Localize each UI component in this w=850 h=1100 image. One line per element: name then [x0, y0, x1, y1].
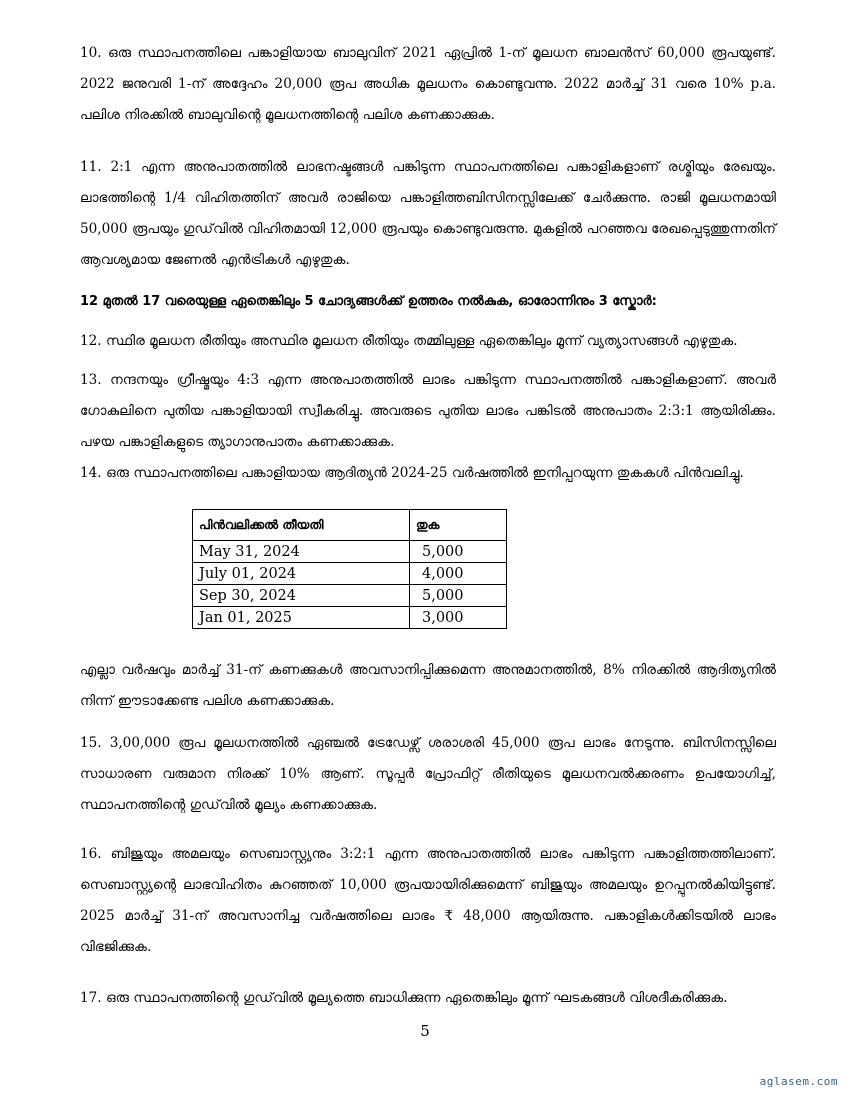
withdrawal-amount: 5,000 — [410, 541, 507, 563]
watermark: aglasem.com — [759, 1075, 838, 1088]
document-page — [80, 38, 776, 1014]
withdrawal-date: July 01, 2024 — [193, 563, 410, 585]
table-header-row — [193, 510, 507, 541]
withdrawals-table — [192, 509, 507, 629]
table-row — [193, 541, 507, 563]
table-row — [193, 563, 507, 585]
withdrawal-amount: 4,000 — [410, 563, 507, 585]
question-17: 17. ഒരു സ്ഥാപനത്തിന്റെ ഗുഡ്‌വിൽ മൂല്യത്തെ ബാധിക്കുന്ന ഏതെങ്കിലും മൂന്ന് ഘടകങ്ങൾ വിശദീകരിക്കുക. — [80, 990, 728, 1006]
question-14-note: എല്ലാ വർഷവും മാർച്ച് 31-ന് കണക്കുകൾ അവസാനിപ്പിക്കുമെന്ന അനുമാനത്തിൽ, 8% നിരക്കിൽ ആദിത്യനിൽ നിന്ന് ഈടാക്കേണ്ട പലിശ കണക്കാക്കുക. — [80, 662, 776, 709]
question-11: 11. 2:1 എന്ന അനുപാതത്തിൽ ലാഭനഷ്ടങ്ങൾ പങ്കിടുന്ന സ്ഥാപനത്തിലെ പങ്കാളികളാണ് രശ്മിയും രേഖയും. ലാഭത്തിന്റെ 1/4 വിഹിതത്തിന് അവർ രാജിയെ പങ്കാളിത്തബിസിനസ്സിലേക്ക് ചേർക്കുന്നു. രാജി മൂലധനമായി 50,000 രൂപയും ഗുഡ്‌വിൽ വിഹിതമായി 12,000 രൂപയും കൊണ്ടുവരുന്നു. മുകളിൽ പറഞ്ഞവ രേഖപ്പെടുത്തുന്നതിന് ആവശ്യമായ ജേണൽ എൻട്രികൾ എഴുതുക. — [80, 159, 776, 268]
withdrawal-date: Jan 01, 2025 — [193, 607, 410, 629]
question-12: 12. സ്ഥിര മൂലധന രീതിയും അസ്ഥിര മൂലധന രീതിയും തമ്മിലുള്ള ഏതെങ്കിലും മൂന്ന് വ്യത്യാസങ്ങൾ എഴുതുക. — [80, 333, 738, 349]
question-13: 13. നന്ദനയും ഗ്രീഷ്മയും 4:3 എന്ന അനുപാതത്തിൽ ലാഭം പങ്കിടുന്ന സ്ഥാപനത്തിൽ പങ്കാളികളാണ്. അവർ ഗോകുലിനെ പുതിയ പങ്കാളിയായി സ്വീകരിച്ചു. അവരുടെ പുതിയ ലാഭം പങ്കിടൽ അനുപാതം 2:3:1 ആയിരിക്കും. പഴയ പങ്കാളികളുടെ ത്യാഗാനുപാതം കണക്കാക്കുക. — [80, 372, 776, 450]
withdrawal-date: May 31, 2024 — [193, 541, 410, 563]
withdrawal-amount: 3,000 — [410, 607, 507, 629]
header-withdrawal-date: പിൻവലിക്കൽ തീയതി — [193, 510, 410, 541]
table-row — [193, 607, 507, 629]
header-amount: തുക — [410, 510, 507, 541]
question-10: 10. ഒരു സ്ഥാപനത്തിലെ പങ്കാളിയായ ബാലുവിന് 2021 ഏപ്രിൽ 1-ന് മൂലധന ബാലൻസ് 60,000 രൂപയുണ്ട്. 2022 ജനുവരി 1-ന് അദ്ദേഹം 20,000 രൂപ അധിക മൂലധനം കൊണ്ടുവന്നു. 2022 മാർച്ച് 31 വരെ 10% p.a. പലിശ നിരക്കിൽ ബാലുവിന്റെ മൂലധനത്തിന്റെ പലിശ കണക്കാക്കുക. — [80, 45, 776, 123]
page-number: 5 — [420, 1022, 430, 1040]
withdrawal-date: Sep 30, 2024 — [193, 585, 410, 607]
table-row — [193, 585, 507, 607]
section-heading: 12 മുതൽ 17 വരെയുള്ള ഏതെങ്കിലും 5 ചോദ്യങ്ങൾക്ക് ഉത്തരം നൽകുക, ഓരോന്നിനും 3 സ്കോർ: — [80, 294, 657, 309]
question-16: 16. ബിജുയും അമലയും സെബാസ്റ്റ്യനും 3:2:1 എന്ന അനുപാതത്തിൽ ലാഭം പങ്കിടുന്ന പങ്കാളിത്തത്തിലാണ്. സെബാസ്റ്റ്യന്റെ ലാഭവിഹിതം കുറഞ്ഞത് 10,000 രൂപയായിരിക്കുമെന്ന് ബിജുയും അമലയും ഉറപ്പുനൽകിയിട്ടുണ്ട്. 2025 മാർച്ച് 31-ന് അവസാനിച്ച വർഷത്തിലെ ലാഭം ₹ 48,000 ആയിരുന്നു. പങ്കാളികൾക്കിടയിൽ ലാഭം വിഭജിക്കുക. — [80, 846, 776, 955]
question-14: 14. ഒരു സ്ഥാപനത്തിലെ പങ്കാളിയായ ആദിത്യൻ 2024-25 വർഷത്തിൽ ഇനിപ്പറയുന്ന തുകകൾ പിൻവലിച്ചു. — [80, 465, 744, 481]
question-15: 15. 3,00,000 രൂപ മൂലധനത്തിൽ ഏഞ്ചൽ ട്രേഡേഴ്സ് ശരാശരി 45,000 രൂപ ലാഭം നേടുന്നു. ബിസിനസ്സിലെ സാധാരണ വരുമാന നിരക്ക് 10% ആണ്. സൂപ്പർ പ്രോഫിറ്റ് രീതിയുടെ മൂലധനവൽക്കരണം ഉപയോഗിച്ച്, സ്ഥാപനത്തിന്റെ ഗുഡ്‌വിൽ മൂല്യം കണക്കാക്കുക. — [80, 735, 776, 813]
withdrawal-amount: 5,000 — [410, 585, 507, 607]
